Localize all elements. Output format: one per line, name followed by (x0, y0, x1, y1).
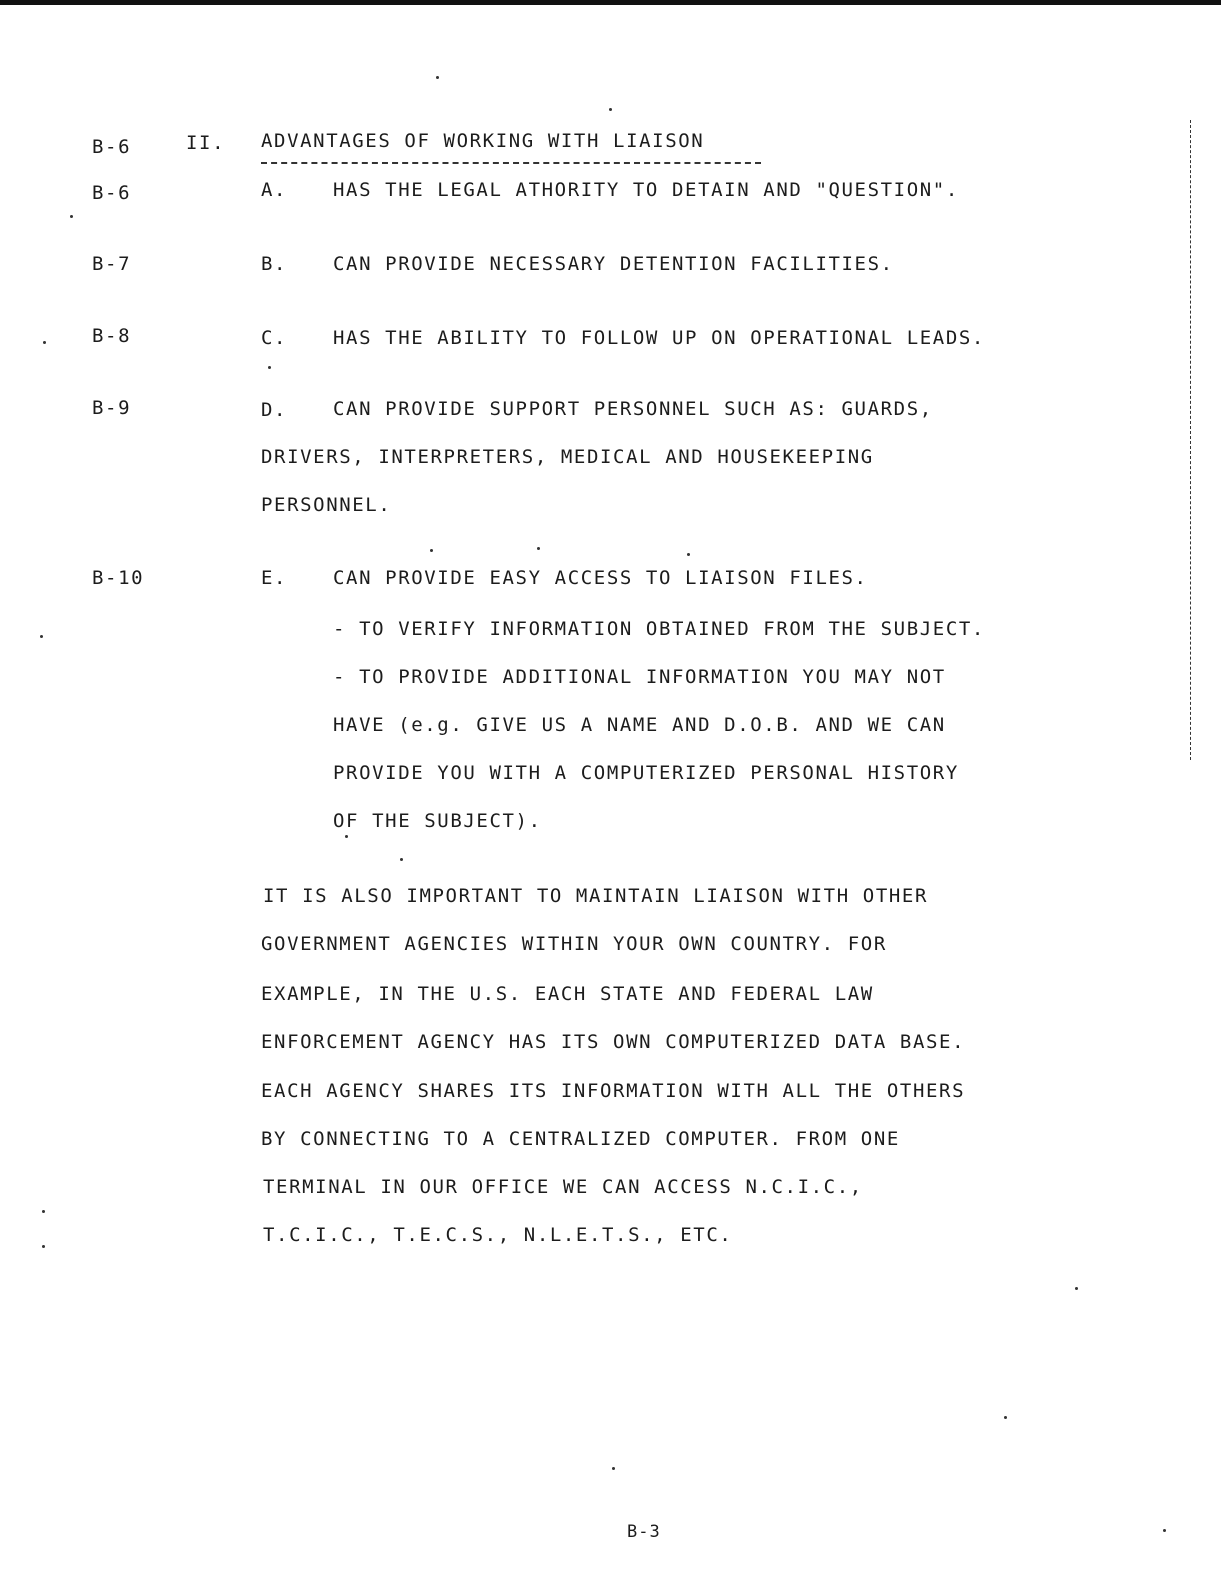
scan-speck (345, 835, 348, 838)
scan-edge (0, 0, 1221, 5)
item-ref: B-6 (92, 182, 132, 204)
scan-speck (609, 108, 612, 111)
item-letter: B. (261, 253, 288, 275)
subpoint-line: PROVIDE YOU WITH A COMPUTERIZED PERSONAL HISTORY (333, 762, 959, 784)
subpoint-line: HAVE (e.g. GIVE US A NAME AND D.O.B. AND WE CAN (333, 714, 946, 736)
subpoint-line: - TO PROVIDE ADDITIONAL INFORMATION YOU MAY NOT (333, 666, 946, 688)
scan-speck (612, 1467, 615, 1470)
scan-speck (42, 1210, 45, 1213)
item-letter: D. (261, 399, 288, 421)
subpoint-line: OF THE SUBJECT). (333, 810, 542, 832)
item-ref: B-9 (92, 397, 132, 419)
item-text-line: PERSONNEL. (261, 494, 392, 516)
item-letter: A. (261, 179, 288, 201)
scan-speck (43, 341, 46, 344)
item-text-line: DRIVERS, INTERPRETERS, MEDICAL AND HOUSEKEEPING (261, 446, 874, 468)
item-letter: C. (261, 327, 288, 349)
scan-speck (1163, 1529, 1166, 1532)
scan-speck (436, 76, 439, 79)
scan-speck (40, 635, 43, 638)
scan-speck (1004, 1416, 1007, 1419)
item-text-line: CAN PROVIDE SUPPORT PERSONNEL SUCH AS: GUARDS, (333, 398, 933, 420)
subpoint-line: - TO VERIFY INFORMATION OBTAINED FROM THE SUBJECT. (333, 618, 985, 640)
section-ref: B-6 (92, 136, 132, 158)
paragraph-line: BY CONNECTING TO A CENTRALIZED COMPUTER. FROM ONE (261, 1128, 900, 1150)
paragraph-line: IT IS ALSO IMPORTANT TO MAINTAIN LIAISON WITH OTHER (263, 885, 928, 907)
item-ref: B-8 (92, 325, 132, 347)
item-ref: B-10 (92, 567, 145, 589)
paragraph-line: GOVERNMENT AGENCIES WITHIN YOUR OWN COUNTRY. FOR (261, 933, 887, 955)
item-ref: B-7 (92, 253, 132, 275)
section-title-underline (261, 162, 761, 164)
scan-speck (430, 549, 433, 552)
scan-speck (268, 366, 271, 369)
section-title: ADVANTAGES OF WORKING WITH LIAISON (261, 130, 705, 152)
paragraph-line: TERMINAL IN OUR OFFICE WE CAN ACCESS N.C.I.C., (263, 1176, 863, 1198)
item-text-line: CAN PROVIDE EASY ACCESS TO LIAISON FILES. (333, 567, 868, 589)
item-letter: E. (261, 567, 288, 589)
scan-speck (400, 858, 403, 861)
section-numeral: II. (186, 132, 226, 154)
margin-scan-marks (1190, 120, 1191, 760)
scan-speck (1075, 1287, 1078, 1290)
paragraph-line: T.C.I.C., T.E.C.S., N.L.E.T.S., ETC. (263, 1224, 733, 1246)
item-text-line: HAS THE LEGAL ATHORITY TO DETAIN AND "QUESTION". (333, 179, 959, 201)
paragraph-line: EACH AGENCY SHARES ITS INFORMATION WITH ALL THE OTHERS (261, 1080, 966, 1102)
item-text-line: CAN PROVIDE NECESSARY DETENTION FACILITIES. (333, 253, 894, 275)
page-number: B-3 (627, 1522, 661, 1542)
item-text-line: HAS THE ABILITY TO FOLLOW UP ON OPERATIONAL LEADS. (333, 327, 985, 349)
paragraph-line: ENFORCEMENT AGENCY HAS ITS OWN COMPUTERIZED DATA BASE. (261, 1031, 966, 1053)
scan-speck (687, 553, 690, 556)
scan-speck (42, 1245, 45, 1248)
scan-speck (537, 547, 540, 550)
scan-speck (70, 215, 73, 218)
paragraph-line: EXAMPLE, IN THE U.S. EACH STATE AND FEDERAL LAW (261, 983, 874, 1005)
